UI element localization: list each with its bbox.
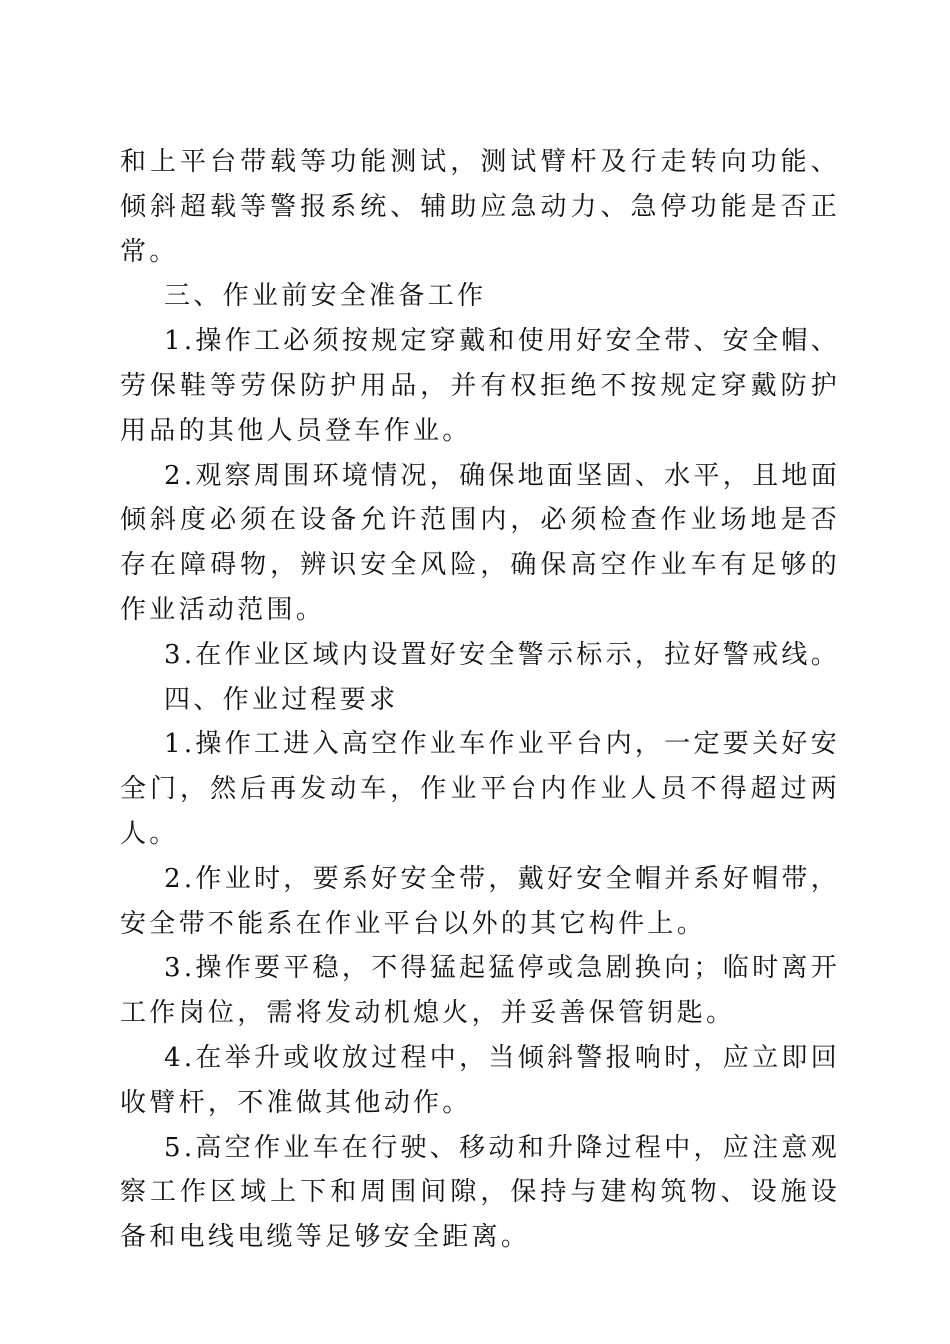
document-body (120, 140, 840, 1260)
section-4-item-3: 3.操作要平稳，不得猛起猛停或急剧换向；临时离开工作岗位，需将发动机熄火，并妥善保管钥匙。 (120, 953, 841, 1029)
section-4-item-5: 5.高空作业车在行驶、移动和升降过程中，应注意观察工作区域上下和周围间隙，保持与建构筑物、设施设备和电线电缆等足够安全距离。 (120, 1132, 841, 1253)
section-4-item-1: 1.操作工进入高空作业车作业平台内，一定要关好安全门，然后再发动车，作业平台内作业人员不得超过两人。 (120, 729, 841, 849)
section-3-item-1: 1.操作工必须按规定穿戴和使用好安全带、安全帽、劳保鞋等劳保防护用品，并有权拒绝不按规定穿戴防护用品的其他人员登车作业。 (120, 326, 841, 446)
section-4-heading: 四、作业过程要求 (164, 684, 399, 715)
section-3-item-2: 2.观察周围环境情况，确保地面坚固、水平，且地面倾斜度必须在设备允许范围内，必须检查作业场地是否存在障碍物，辨识安全风险，确保高空作业车有足够的作业活动范围。 (120, 460, 841, 625)
section-4-item-2: 2.作业时，要系好安全带，戴好安全帽并系好帽带，安全带不能系在作业平台以外的其它构件上。 (120, 863, 841, 939)
continuation-paragraph: 和上平台带载等功能测试，测试臂杆及行走转向功能、倾斜超载等警报系统、辅助应急动力、急停功能是否正常。 (120, 147, 840, 267)
section-3-item-3: 3.在作业区域内设置好安全警示标示，拉好警戒线。 (164, 639, 841, 670)
section-3-heading: 三、作业前安全准备工作 (164, 281, 487, 312)
section-4-item-4: 4.在举升或收放过程中，当倾斜警报响时，应立即回收臂杆，不准做其他动作。 (120, 1042, 841, 1118)
